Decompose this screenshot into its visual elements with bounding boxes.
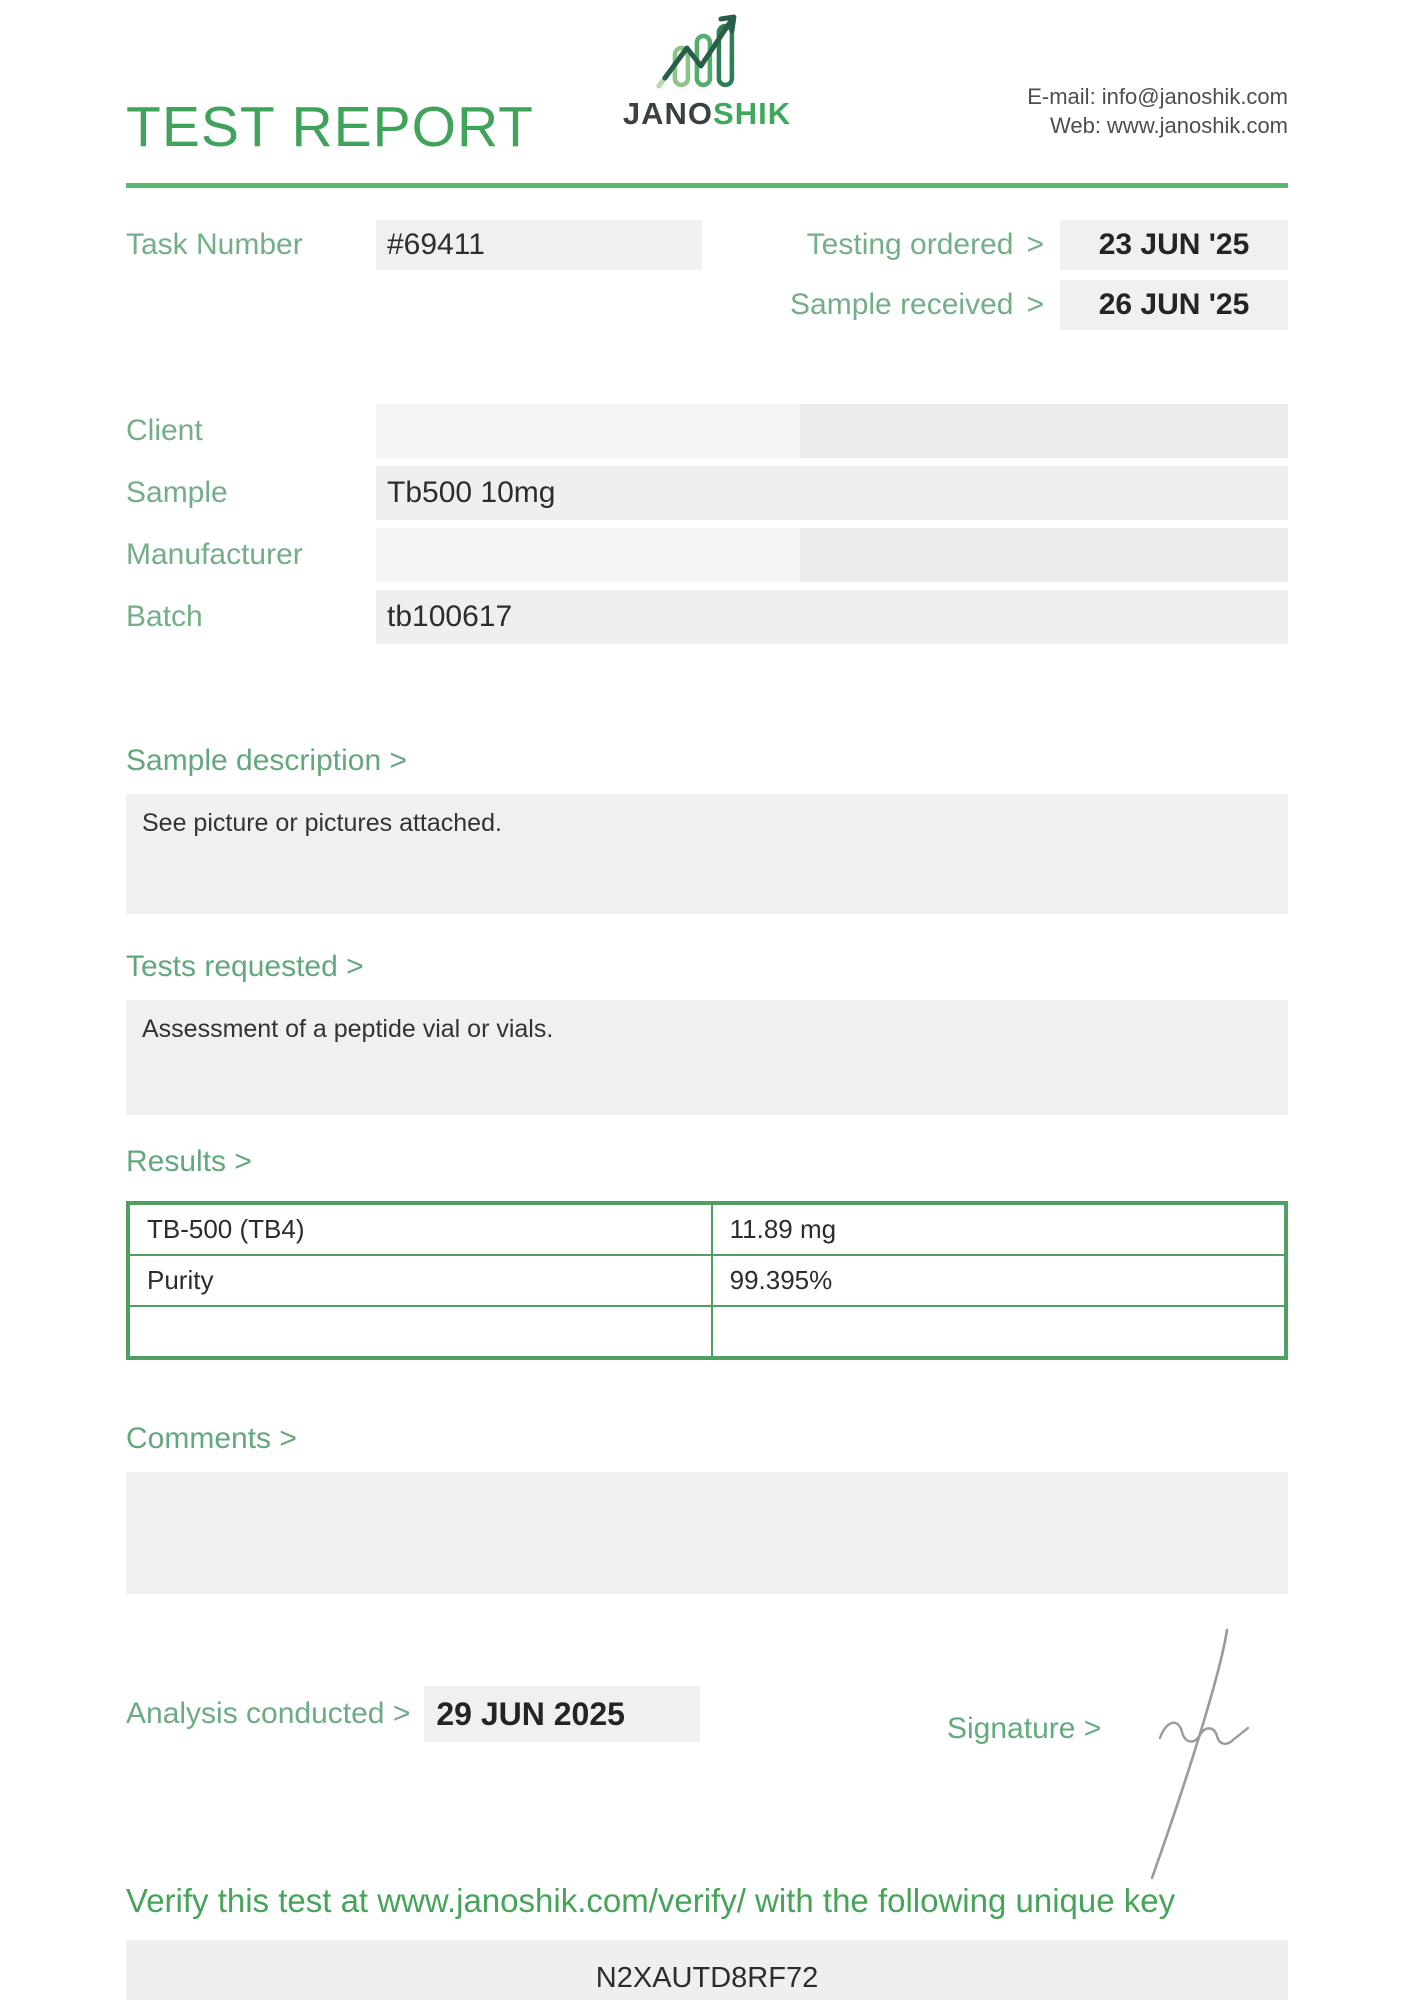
meta-section <box>126 220 1288 330</box>
task-number-label: Task Number <box>126 228 303 261</box>
testing-ordered-row <box>790 220 1288 270</box>
result-value-cell <box>712 1306 1285 1357</box>
detail-row-sample <box>126 466 1288 520</box>
tests-requested-heading: Tests requested > <box>126 950 364 983</box>
sample-received-value: 26 JUN '25 <box>1060 280 1288 330</box>
result-name-cell: TB-500 (TB4) <box>129 1204 712 1255</box>
table-row <box>129 1255 1285 1306</box>
testing-ordered-value: 23 JUN '25 <box>1060 220 1288 270</box>
header-rule <box>126 183 1288 188</box>
verify-text: Verify this test at www.janoshik.com/verify/ with the following unique key <box>126 1882 1176 1919</box>
sample-description-box: See picture or pictures attached. <box>126 794 1288 914</box>
analysis-conducted-row <box>126 1686 1288 1742</box>
table-row <box>129 1306 1285 1357</box>
results-table <box>126 1201 1288 1360</box>
page-title: TEST REPORT <box>126 95 534 159</box>
dates-block <box>790 220 1288 330</box>
task-number-value: #69411 <box>376 220 702 270</box>
analysis-conducted-value: 29 JUN 2025 <box>424 1686 700 1742</box>
comments-box <box>126 1472 1288 1594</box>
sample-received-row <box>790 280 1288 330</box>
client-label: Client <box>126 414 203 447</box>
sample-value: Tb500 10mg <box>376 466 1288 520</box>
batch-value: tb100617 <box>376 590 1288 644</box>
result-name-cell <box>129 1306 712 1357</box>
detail-row-batch <box>126 590 1288 644</box>
signature-label: Signature > <box>947 1712 1102 1745</box>
brand-jano: JANO <box>622 96 714 131</box>
verify-key-bar: N2XAUTD8RF72 <box>126 1940 1288 2000</box>
arrow-glyph: > <box>1026 288 1044 321</box>
task-number-row <box>126 220 702 270</box>
bar-chart-growth-icon <box>623 12 791 92</box>
client-value <box>376 404 1288 458</box>
signature-image <box>1122 1618 1262 1895</box>
batch-label: Batch <box>126 600 203 633</box>
detail-row-client <box>126 404 1288 458</box>
contact-block <box>1027 82 1288 140</box>
result-value-cell: 99.395% <box>712 1255 1285 1306</box>
table-row <box>129 1204 1285 1255</box>
manufacturer-value <box>376 528 1288 582</box>
arrow-glyph: > <box>1026 228 1044 261</box>
result-value-cell: 11.89 mg <box>712 1204 1285 1255</box>
testing-ordered-label: Testing ordered <box>806 228 1014 261</box>
results-heading: Results > <box>126 1145 252 1178</box>
email-line: E-mail: info@janoshik.com <box>1027 84 1288 109</box>
header <box>126 0 1288 183</box>
sample-label: Sample <box>126 476 228 509</box>
manufacturer-label: Manufacturer <box>126 538 303 571</box>
sample-description-heading: Sample description > <box>126 744 407 777</box>
details-section <box>126 404 1288 644</box>
brand-shik: SHIK <box>713 96 792 131</box>
result-name-cell: Purity <box>129 1255 712 1306</box>
brand-text <box>623 96 791 132</box>
analysis-conducted-label: Analysis conducted > <box>126 1697 411 1730</box>
janoshik-logo <box>623 12 791 132</box>
comments-heading: Comments > <box>126 1422 297 1455</box>
detail-row-manufacturer <box>126 528 1288 582</box>
sample-received-label: Sample received <box>790 288 1014 321</box>
web-line: Web: www.janoshik.com <box>1049 113 1288 138</box>
tests-requested-box: Assessment of a peptide vial or vials. <box>126 1000 1288 1115</box>
